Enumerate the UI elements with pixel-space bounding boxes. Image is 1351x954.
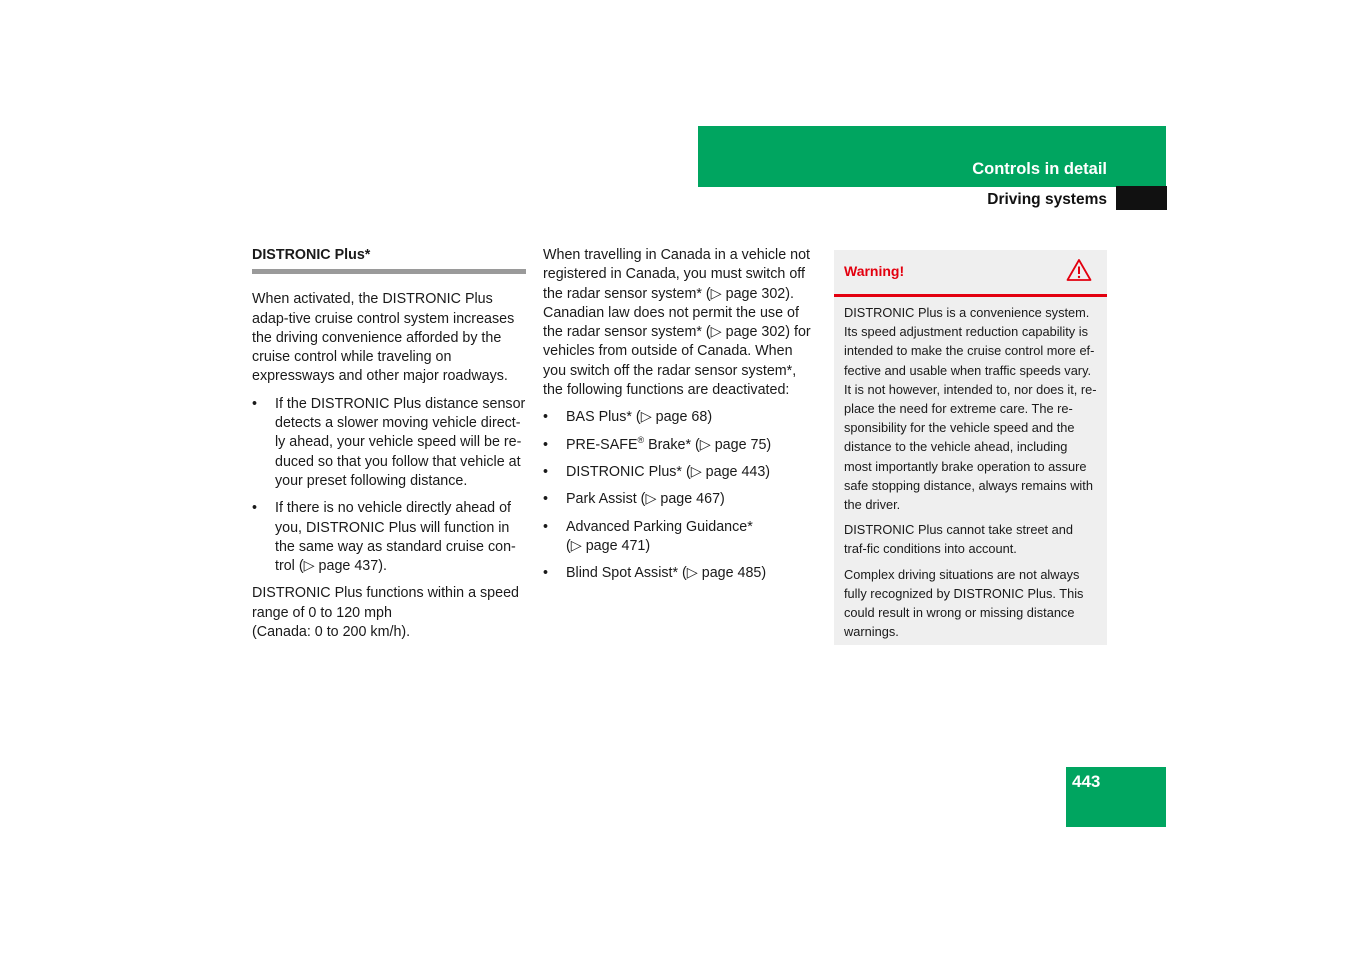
warning-paragraph: DISTRONIC Plus is a convenience system. Its speed adjustment reduction capability is intended to make the cruise control more ef-fective and usable when traffic speeds vary. It is not however, intended to, nor does it, re-place the need for extreme care. The re-sponsibility for the vehicle speed and the distance to the vehicle ahead, including most importantly brake operation to assure safe stopping distance, always remains with the driver. [844,305,1097,513]
bullet-glyph: • [543,409,549,426]
list-item: • DISTRONIC Plus* (▷ page 443) [543,463,819,482]
list-item: • Blind Spot Assist* (▷ page 485) [543,564,819,583]
chapter-title: Controls in detail [972,160,1107,178]
warning-title: Warning! [844,263,905,279]
page-number-box [1066,767,1166,827]
bullet-glyph: • [252,500,258,517]
warning-box [834,250,1107,645]
speed-range-paragraph: DISTRONIC Plus functions within a speed range of 0 to 120 mph (Canada: 0 to 200 km/h). [252,585,519,641]
bullet-glyph: • [543,518,549,535]
page-number: 443 [1072,772,1101,791]
list-item: • Advanced Parking Guidance* (▷ page 471) [543,518,753,554]
left-column [252,246,526,650]
list-item: • BAS Plus* (▷ page 68) [543,408,819,427]
bullet-glyph: • [252,395,258,412]
list-item: • PRE-SAFE® Brake* (▷ page 75) [543,436,819,455]
section-tab-marker [1116,186,1167,210]
bullet-glyph: • [543,463,549,480]
list-item: • If the DISTRONIC Plus distance sensor detects a slower moving vehicle direct-ly ahead, your vehicle speed will be re-duced so that you follow that vehicle at your preset following distance. [252,395,526,489]
section-heading: DISTRONIC Plus* [252,246,526,274]
warning-header [834,250,1107,297]
intro-paragraph: When activated, the DISTRONIC Plus adap-tive cruise control system increases the driving convenience afforded by the cruise control while traveling on expressways and other major roadways. [252,291,515,385]
bullet-glyph: • [543,436,549,453]
canada-paragraph: When travelling in Canada in a vehicle not registered in Canada, you must switch off the radar sensor system* (▷ page 302). Canadian law does not permit the use of the radar sensor system* (▷ page 302) for vehicles from outside of Canada. When you switch off the radar sensor system*, the following functions are deactivated: [543,247,811,399]
header-band [698,126,1166,187]
list-item: • Park Assist (▷ page 467) [543,490,819,509]
bullet-glyph: • [543,491,549,508]
middle-column [543,246,819,591]
warning-paragraph: Complex driving situations are not always fully recognized by DISTRONIC Plus. This could result in wrong or missing distance warnings. [844,566,1084,640]
deactivated-functions-list [543,408,819,583]
warning-triangle-icon [1066,258,1092,287]
bullet-glyph: • [543,565,549,582]
list-item: • If there is no vehicle directly ahead of you, DISTRONIC Plus will function in the same way as standard cruise con-trol (▷ page 437). [252,500,516,575]
warning-paragraph: DISTRONIC Plus cannot take street and traf-fic conditions into account. [844,522,1074,557]
warning-body [834,297,1107,641]
section-title: Driving systems [987,191,1107,208]
function-bullets [252,395,526,577]
